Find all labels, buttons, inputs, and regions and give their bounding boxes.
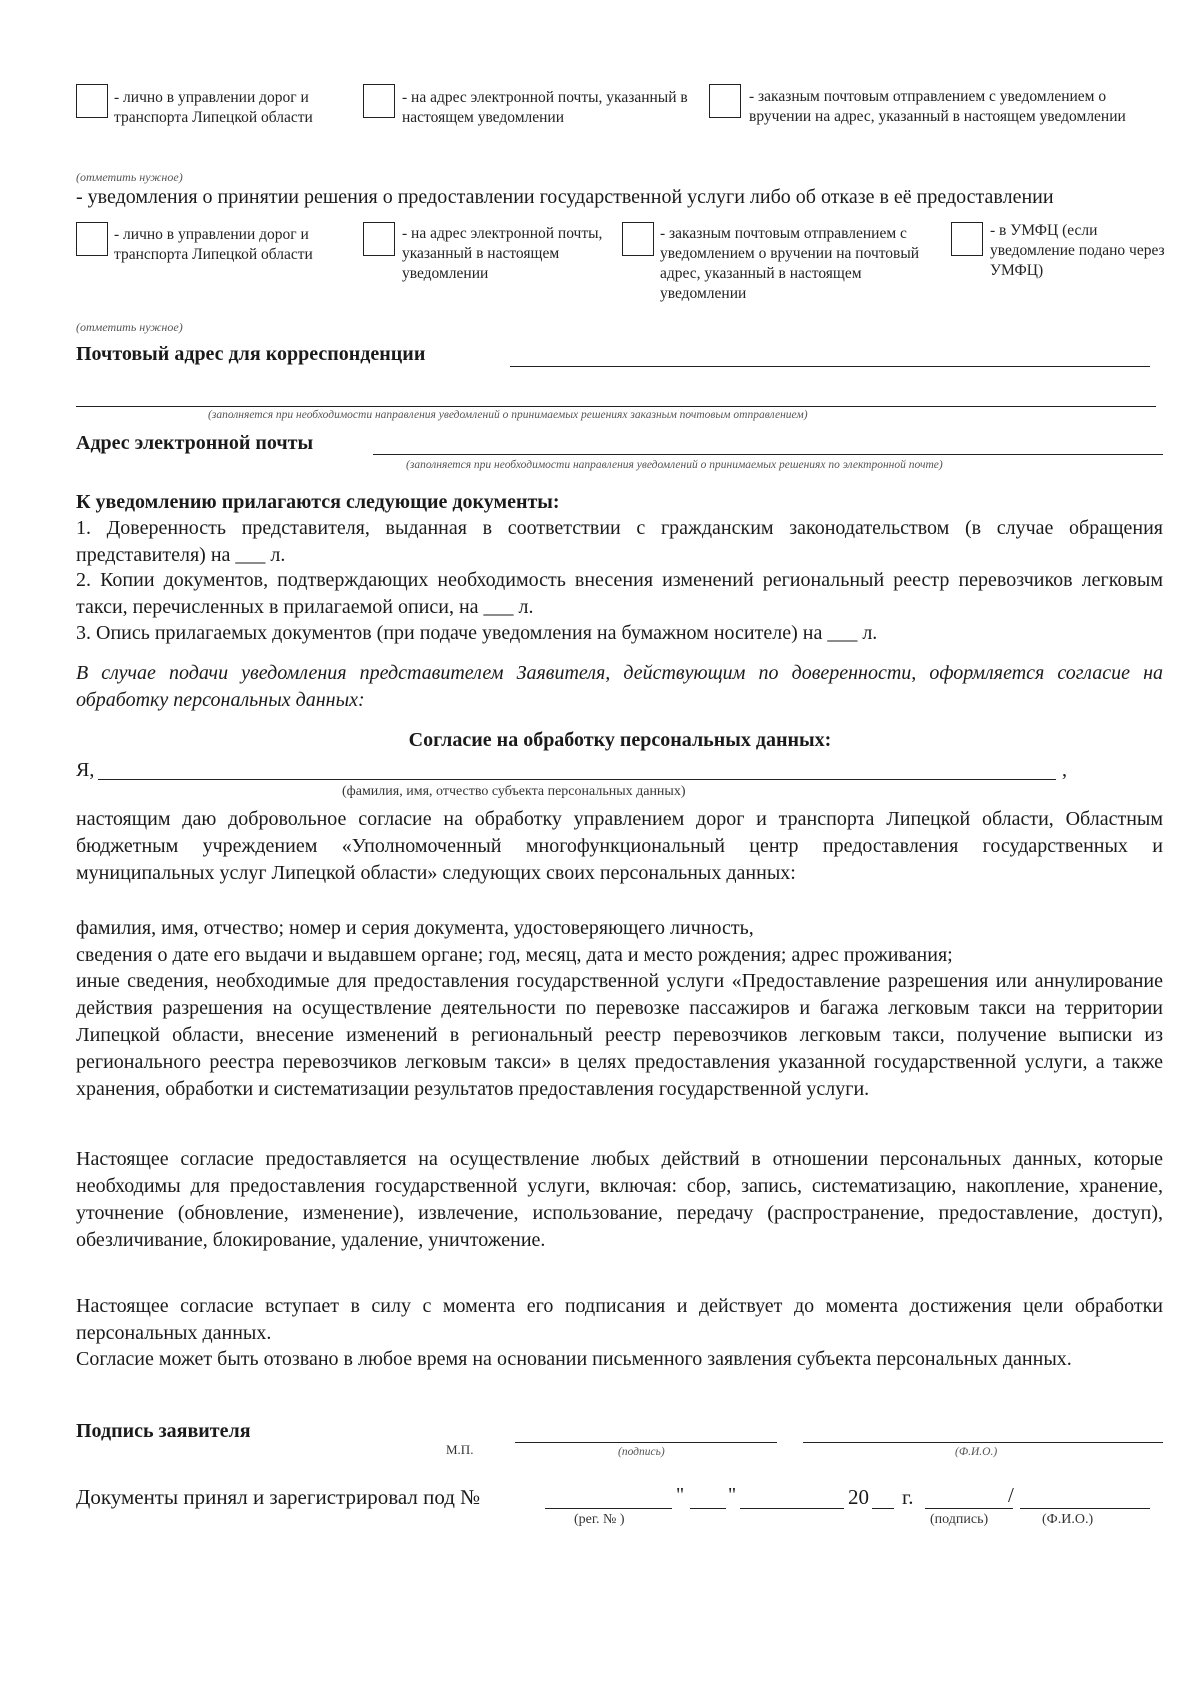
representative-note: В случае подачи уведомления представителем Заявителя, действующим по доверенности, оформляется согласие на обработку персональных данных: [76,662,1163,711]
reg-quote-close: " [728,1484,737,1506]
consent-para-3: Настоящее согласие предоставляется на осуществление любых действий в отношении персональных данных, которые необходимы для предоставления государственной услуги, включая: сбор, запись, систематизацию, накопление, хранение, уточнение (обновление, изменение), извлечение, использование, передачу (распространение, предоставление, доступ), обезличивание, блокирование, удаление, уничтожение. [76,1148,1163,1251]
option-email-1: - на адрес электронной почты, указанный в настоящем уведомлении [402,89,688,126]
checkbox-email-2[interactable] [363,222,395,256]
reg-fio-field[interactable] [1020,1508,1150,1509]
reg-number-field[interactable] [545,1508,672,1509]
reg-quote-open: " [676,1484,685,1506]
consent-para-2: иные сведения, необходимые для предоставления государственной услуги «Предоставление разрешения или аннулирование действия разрешения на осуществление деятельности по перевозке пассажиров и багажа легковым такси на территории Липецкой области, внесение изменений в региональный реестр перевозчиков легковым такси, получение выписки из регионального реестра перевозчиков легковым такси» в целях предоставления указанной государственной услуги, а также хранения, обработки и систематизации результатов предоставления государственной услуги. [76,970,1163,1100]
option-mail-2: - заказным почтовым отправлением с уведомлением о вручении на почтовый адрес, указанный в настоящем уведомлении [660,225,920,302]
postal-address-field-line-2[interactable] [76,406,1156,407]
applicant-signature-field[interactable] [515,1442,777,1443]
option-email-2: - на адрес электронной почты, указанный в настоящем уведомлении [402,225,603,282]
reg-signature-hint: (подпись) [930,1512,989,1527]
attachments-heading: К уведомлению прилагаются следующие документы: [76,491,560,513]
reg-month-field[interactable] [740,1508,844,1509]
registration-text: Документы принял и зарегистрировал под № [76,1485,481,1509]
applicant-fio-field[interactable] [803,1442,1163,1443]
reg-signature-field[interactable] [925,1508,1013,1509]
reg-slash: / [1008,1483,1014,1507]
checkbox-personal-1[interactable] [76,84,108,118]
applicant-fio-hint: (Ф.И.О.) [955,1446,998,1458]
applicant-signature-hint: (подпись) [618,1446,665,1458]
reg-fio-hint: (Ф.И.О.) [1042,1512,1094,1527]
option-mail-1: - заказным почтовым отправлением с уведомлением о вручении на адрес, указанный в настоящем уведомлении [749,88,1126,125]
reg-year-suffix: г. [902,1485,914,1509]
checkbox-mail-2[interactable] [622,222,654,256]
consent-para-1: настоящим даю добровольное согласие на обработку управлением дорог и транспорта Липецкой области, Областным бюджетным учреждением «Уполномоченный многофункциональный центр предоставления государственных и муниципальных услуг Липецкой области» следующих своих персональных данных: [76,808,1163,884]
email-label: Адрес электронной почты [76,432,314,454]
attachment-item-1: 1. Доверенность представителя, выданная в соответствии с гражданским законодательством (в случае обращения представителя) на ___ л. [76,517,1163,566]
checkbox-umfc-2[interactable] [951,222,983,256]
option-personal-1: - лично в управлении дорог и транспорта Липецкой области [114,89,313,126]
checkbox-mail-1[interactable] [709,84,741,118]
attachment-item-3: 3. Опись прилагаемых документов (при подаче уведомления на бумажном носителе) на ___ л. [76,622,878,644]
subject-name-hint: (фамилия, имя, отчество субъекта персональных данных) [342,784,686,799]
consent-line-fio: фамилия, имя, отчество; номер и серия документа, удостоверяющего личность, [76,917,754,939]
reg-year-field[interactable] [872,1508,894,1509]
mark-needed-note-2: (отметить нужное) [76,320,183,334]
consent-para-5: Согласие может быть отозвано в любое время на основании письменного заявления субъекта персональных данных. [76,1348,1072,1370]
reg-year-prefix: 20 [848,1485,869,1509]
postal-address-label: Почтовый адрес для корреспонденции [76,343,426,365]
email-hint: (заполняется при необходимости направления уведомлений о принимаемых решениях по электронной почте) [406,459,943,471]
consent-line-dates: сведения о дате его выдачи и выдавшем органе; год, месяц, дата и место рождения; адрес проживания; [76,944,953,966]
consent-para-4: Настоящее согласие вступает в силу с момента его подписания и действует до момента достижения цели обработки персональных данных. [76,1295,1163,1344]
consent-i-label: Я, [76,759,95,781]
subject-name-field[interactable] [98,779,1056,780]
signature-label: Подпись заявителя [76,1420,251,1442]
option-umfc-2: - в УМФЦ (если уведомление подано через УМФЦ) [990,222,1165,279]
postal-address-hint: (заполняется при необходимости направления уведомлений о принимаемых решениях заказным почтовым отправлением) [208,409,808,421]
reg-day-field[interactable] [690,1508,726,1509]
attachment-item-2: 2. Копии документов, подтверждающих необходимость внесения изменений региональный реестр перевозчиков легковым такси, перечисленных в прилагаемой описи, на ___ л. [76,569,1163,618]
checkbox-personal-2[interactable] [76,222,108,256]
seal-mark: М.П. [446,1442,474,1457]
option-personal-2: - лично в управлении дорог и транспорта Липецкой области [114,226,313,263]
consent-title: Согласие на обработку персональных данных: [408,729,832,751]
decision-heading: - уведомления о принятии решения о предоставлении государственной услуги либо об отказе в её предоставлении [76,186,1054,208]
consent-i-comma: , [1062,759,1067,781]
mark-needed-note-1: (отметить нужное) [76,170,183,184]
postal-address-field[interactable] [510,366,1150,367]
checkbox-email-1[interactable] [363,84,395,118]
reg-number-hint: (рег. № ) [574,1512,625,1527]
email-field[interactable] [373,454,1163,455]
